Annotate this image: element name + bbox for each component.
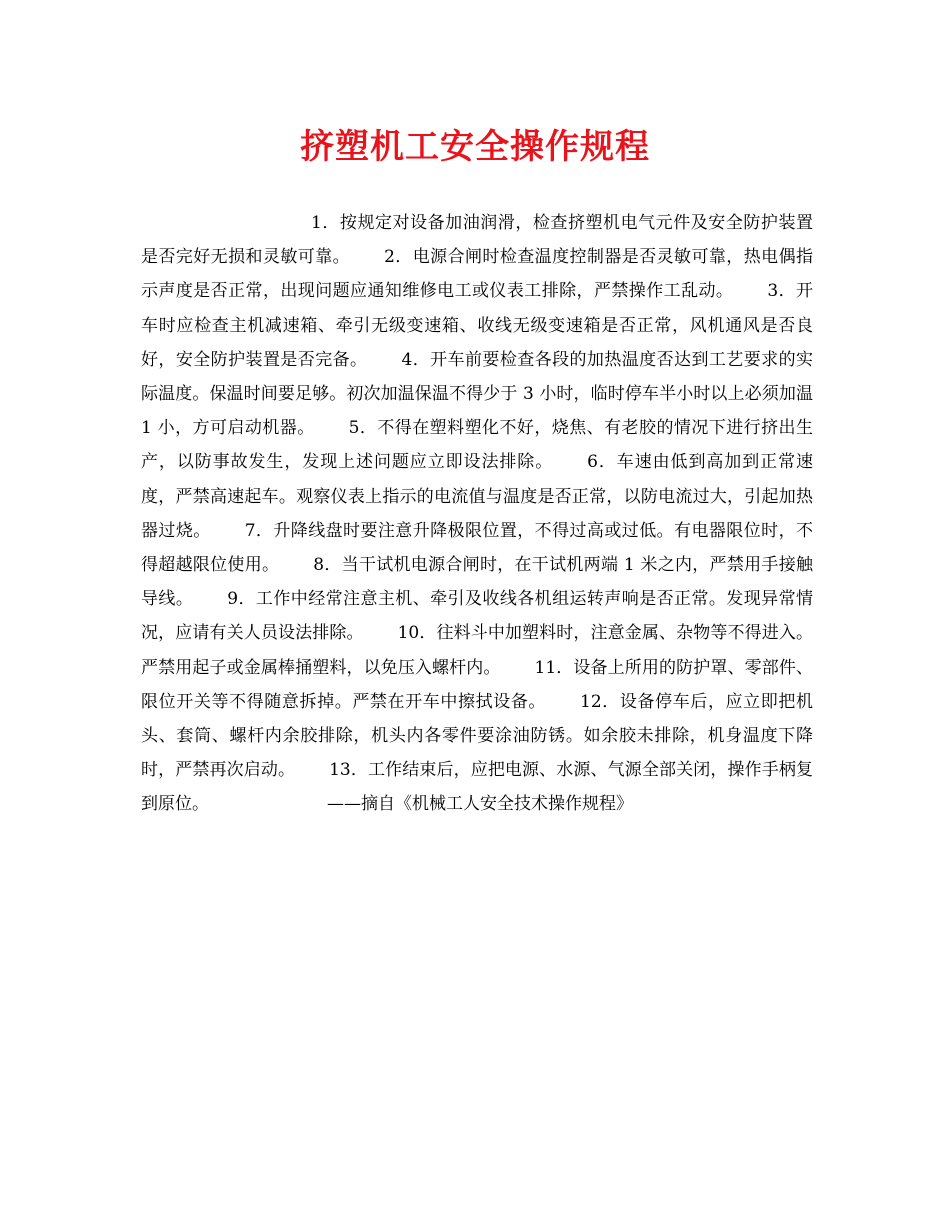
rule-item-8: 8．当干试机电源合闸时，在干试机两端 1 米之内，严禁用手接触导线。	[141, 555, 813, 610]
rule-item-10: 10．往料斗中加塑料时，注意金属、杂物等不得进入。严禁用起子或金属棒捅塑料，以免压入螺杆内。	[141, 623, 813, 678]
rule-item-9: 9．工作中经常注意主机、牵引及收线各机组运转声响是否正常。发现异常情况，应请有关人员设法排除。	[141, 589, 813, 644]
rule-item-12: 12．设备停车后，应立即把机头、套筒、螺杆内余胶排除，机头内各零件要涂油防锈。如余胶未排除，机身温度下降时，严禁再次启动。	[141, 691, 814, 781]
rule-item-3: 3．开车时应检查主机减速箱、牵引无级变速箱、收线无级变速箱是否正常，风机通风是否良好，安全防护装置是否完备。	[141, 281, 813, 370]
rule-item-2: 2．电源合闸时检查温度控制器是否灵敏可靠，热电偶指示声度是否正常，出现问题应通知维修电工或仪表工排除，严禁操作工乱动。	[141, 247, 813, 302]
rule-item-6: 6．车速由低到高加到正常速度，严禁高速起车。观察仪表上指示的电流值与温度是否正常，以防电流过大，引起加热器过烧。	[141, 452, 813, 541]
rule-item-1: 1．按规定对设备加油润滑，检查挤塑机电气元件及安全防护装置是否完好无损和灵敏可靠。	[141, 213, 813, 268]
rule-item-5: 5．不得在塑料塑化不好，烧焦、有老胶的情况下进行挤出生产，以防事故发生，发现上述问题应立即设法排除。	[141, 418, 813, 473]
rule-item-13: 13．工作结束后，应把电源、水源、气源全部关闭，操作手柄复到原位。	[141, 760, 813, 815]
rule-item-4: 4．开车前要检查各段的加热温度否达到工艺要求的实际温度。保温时间要足够。初次加温保温不得少于 3 小时，临时停车半小时以上必须加温 1 小，方可启动机器。	[141, 349, 813, 439]
document-body	[141, 206, 813, 822]
document-title: 挤塑机工安全操作规程	[300, 127, 650, 167]
rule-item-11: 11．设备上所用的防护罩、零部件、限位开关等不得随意拆掉。严禁在开车中擦拭设备。	[141, 657, 813, 712]
source-citation: ——摘自《机械工人安全技术操作规程》	[327, 794, 633, 815]
rule-item-7: 7．升降线盘时要注意升降极限位置，不得过高或过低。有电器限位时，不得超越限位使用。	[141, 520, 813, 576]
